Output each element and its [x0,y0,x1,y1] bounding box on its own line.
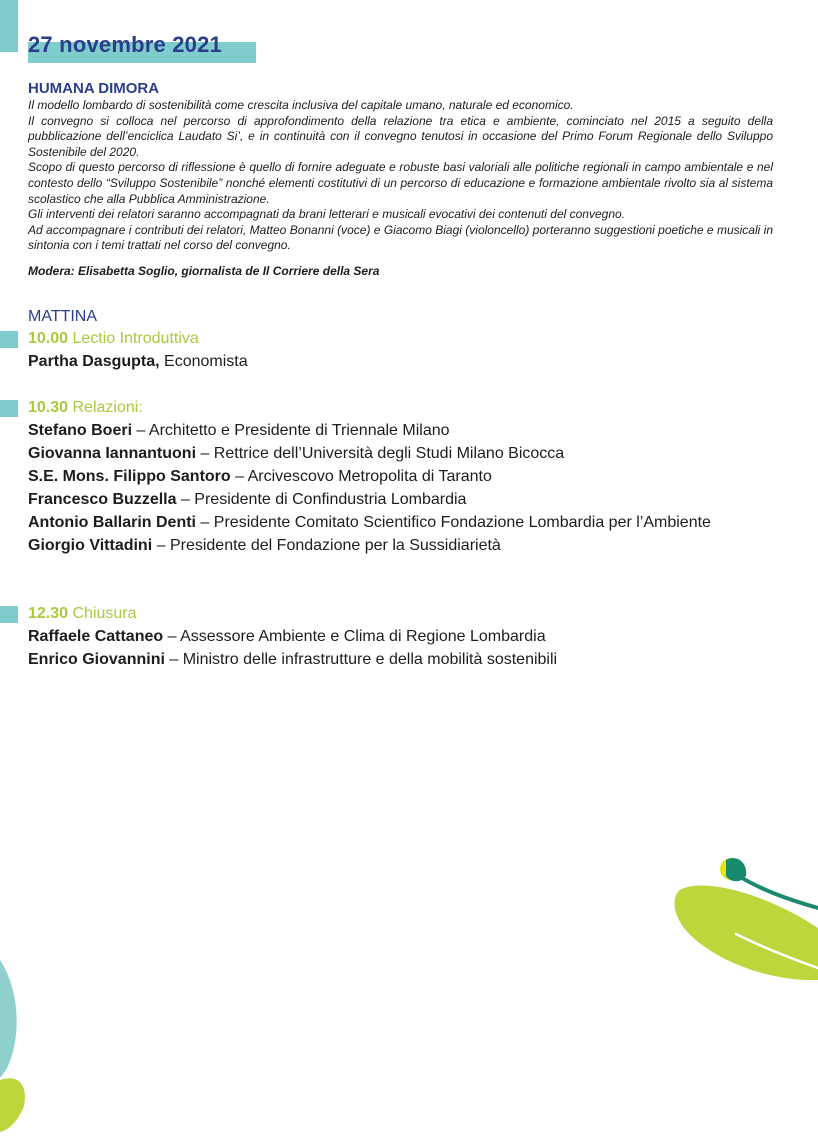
speaker-role: – Presidente Comitato Scientifico Fondazione Lombardia per l’Ambiente [196,514,711,531]
section-label: MATTINA [28,308,98,325]
speaker-row [28,419,760,442]
speaker-name: Giovanna Iannantuoni [28,445,197,462]
speaker-row [28,648,760,671]
speaker-role: – Arcivescovo Metropolita di Taranto [230,468,492,485]
session-marker [0,606,18,623]
moderator-line: Modera: Elisabetta Soglio, giornalista de Il Corriere della Sera [28,263,380,278]
description-paragraph: Gli interventi dei relatori saranno accompagnati da brani letterari e musicali evocativi dei contenuti del convegno. [28,207,625,222]
speaker-row [28,442,760,465]
speaker-row [28,625,760,648]
session-marker [0,400,18,417]
speaker-name: Enrico Giovannini [28,651,165,668]
speaker-name: Raffaele Cattaneo [28,628,164,645]
session-title: Lectio Introduttiva [72,330,199,347]
speaker-role: – Presidente del Fondazione per la Sussidiarietà [152,537,501,554]
session-1230 [0,603,760,671]
event-title: HUMANA DIMORA [28,80,160,97]
speaker-name: Antonio Ballarin Denti [28,514,196,531]
page-title: 27 novembre 2021 [28,32,222,57]
description-paragraph: Il convegno si colloca nel percorso di approfondimento della relazione tra etica e ambiente, cominciato nel 2015 a seguito della pubblicazione dell’enciclica Laudato Si’, e in continuità con il convegno tenutosi in occasione del Primo Forum Regionale dello Sviluppo Sostenibile del 2020. [28,113,773,159]
event-description [28,98,773,254]
speaker-name: S.E. Mons. Filippo Santoro [28,468,231,485]
speaker-name: Partha Dasgupta, [28,353,160,370]
speaker-name: Stefano Boeri [28,422,133,439]
session-time: 10.00 [28,330,69,347]
description-paragraph: Scopo di questo percorso di riflessione è quello di fornire adeguate e robuste basi valoriali alle politiche regionali in campo ambientale e nel contesto dello “Sviluppo Sostenibile” nonché elementi costitutivi di un percorso di educazione e formazione ambientale rivolto sia al sistema scolastico che alla Pubblica Amministrazione. [28,160,773,206]
speaker-row [28,534,760,557]
session-heading [28,328,760,350]
leaf-flower-illustration [670,850,818,990]
speaker-role: – Architetto e Presidente di Triennale Milano [132,422,450,439]
speaker-role: – Presidente di Confindustria Lombardia [176,491,467,508]
event-intro [28,79,773,279]
speaker-role: – Ministro delle infrastrutture e della mobilità sostenibili [164,651,558,668]
speaker-row [28,350,760,373]
speaker-role: – Rettrice dell’Università degli Studi Milano Bicocca [196,445,565,462]
top-accent-bar [0,0,18,52]
session-marker [0,331,18,348]
speaker-name: Giorgio Vittadini [28,537,153,554]
session-title: Relazioni: [72,399,143,416]
speaker-role: – Assessore Ambiente e Clima di Regione Lombardia [163,628,546,645]
speaker-name: Francesco Buzzella [28,491,177,508]
session-1030 [0,397,760,557]
session-heading [28,397,760,419]
session-time: 10.30 [28,399,69,416]
speaker-row [28,488,760,511]
description-paragraph: Ad accompagnare i contributi dei relatori, Matteo Bonanni (voce) e Giacomo Biagi (violoncello) porteranno suggestioni poetiche e musicali in sintonia con i temi trattati nel corso del convegno. [28,222,773,253]
speaker-role: Economista [159,353,248,370]
session-1000 [0,328,760,373]
speaker-row [28,465,760,488]
description-paragraph: Il modello lombardo di sostenibilità come crescita inclusiva del capitale umano, naturale ed economico. [28,98,574,112]
left-leaf-illustration [0,960,30,1144]
session-time: 12.30 [28,605,69,622]
session-title: Chiusura [72,605,137,622]
date-header [28,32,222,58]
session-heading [28,603,760,625]
speaker-row [28,511,718,534]
